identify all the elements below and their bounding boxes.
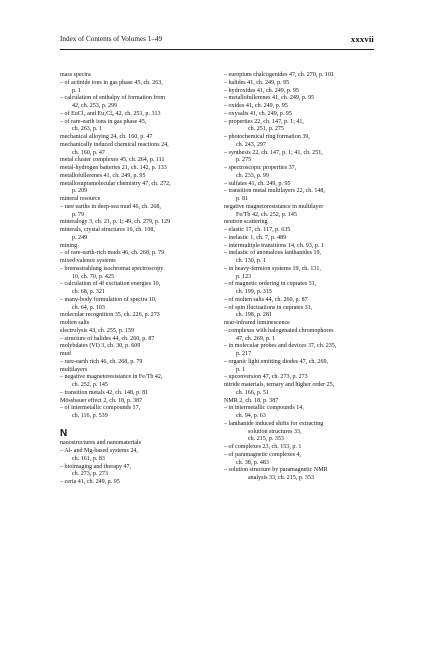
index-entry: – lanthanide induced shifts for extracting — [224, 420, 324, 427]
index-entry: 10, ch. 70, p. 425 — [72, 273, 114, 280]
running-header — [60, 35, 374, 47]
running-header-title: Index of Contents of Volumes 1–49 — [60, 35, 163, 43]
index-entry: – upconversion 47, ch. 273, p. 273 — [224, 374, 308, 381]
index-entry: – elastic 17, ch. 117, p. 635 — [224, 227, 291, 233]
index-entry: – of rare-earth ions in gas phase 45, — [60, 118, 147, 125]
index-entry: – sulfates 41, ch. 249, p. 95 — [224, 180, 291, 187]
index-entry: – in heavy-fermion systems 19, ch. 131, — [224, 265, 321, 272]
index-entry: mechanical alloying 24, ch. 160, p. 47 — [60, 134, 153, 140]
index-entry: molten salts — [60, 320, 90, 326]
index-entry: ch. 251, p. 275 — [248, 126, 284, 133]
index-entry: ch. 166, p. 51 — [236, 389, 269, 396]
section-letter: N — [60, 428, 68, 440]
index-entry: – oxysalts 41, ch. 249, p. 95 — [224, 110, 292, 117]
index-entry: – of intermetallic compounds 17, — [60, 405, 141, 412]
index-entry: – negative magnetoresistance in Fe/Tb 42, — [60, 374, 163, 381]
index-entry: – of paramagnetic complexes 4, — [224, 451, 302, 458]
index-entry: – solution structure by paramagnetic NMR — [224, 467, 328, 474]
header-rule — [60, 49, 374, 50]
index-entry: – calculation of 4f excitation energies 10, — [60, 281, 161, 288]
index-entry: – properties 22, ch. 147, p. 1; 41, — [224, 118, 304, 125]
index-entry: electrolysis 43, ch. 255, p. 159 — [60, 327, 135, 334]
index-entry: – of spin fluctuations in cuprates 31, — [224, 304, 313, 311]
index-entry: p. 275 — [236, 157, 252, 164]
index-column-right — [224, 72, 374, 483]
index-entry: neutron scattering — [224, 219, 268, 226]
index-entry: p. 79 — [72, 211, 85, 218]
index-entry: – complexes with halogenated chromophores — [224, 327, 334, 334]
index-entry: – many-body formulation of spectra 10, — [60, 296, 157, 303]
index-entry: metal cluster complexes 45, ch. 264, p. 111 — [60, 157, 165, 164]
index-entry: nitride materials, ternary and higher order 25, — [224, 382, 335, 388]
index-entry: – intermultiple transitions 14, ch. 93, p. 1 — [224, 242, 324, 249]
index-entry: solution structures 33, — [248, 428, 302, 435]
index-entry: mixed valence systems — [60, 258, 116, 264]
index-entry: – of EuCl₂ and Eu₂Cl₆ 42, ch. 253, p. 313 — [60, 110, 161, 117]
index-entry: ch. 199, p. 315 — [236, 289, 272, 295]
index-entry: p. 1 — [72, 87, 82, 94]
index-entry: – structure of halides 44, ch. 260, p. 87 — [60, 335, 155, 342]
page-number: xxxvii — [350, 34, 374, 44]
index-entry: – ceria 41, ch. 249, p. 95 — [60, 479, 120, 485]
index-entry: mass spectra — [60, 72, 91, 78]
index-entry: – in molecular probes and devices 37, ch. 235, — [224, 343, 337, 350]
index-entry: molecular recognition 35, ch. 226, p. 273 — [60, 312, 160, 319]
index-entry: ch. 130, p. 1 — [236, 258, 266, 264]
index-entry: – rare earths in deep-sea mud 46, ch. 268, — [60, 203, 161, 210]
index-entry: – halides 41, ch. 249, p. 95 — [224, 79, 290, 86]
index-entry: near-infrared luminescence — [224, 320, 290, 326]
index-entry: multilayers — [60, 366, 88, 373]
index-entry: mineral resource — [60, 196, 101, 202]
index-entry: ch. 160, p. 47 — [72, 149, 105, 156]
index-entry: mining — [60, 242, 78, 249]
index-entry: – transition metals 42, ch. 148, p. 81 — [60, 389, 149, 396]
index-entry: – hydroxides 41, ch. 249, p. 95 — [224, 87, 299, 94]
index-entry: – synthesis 22, ch. 147, p. 1; 41, ch. 251, — [224, 149, 323, 156]
index-entry: ch. 252, p. 145 — [72, 382, 108, 388]
index-entry: ch. 161, p. 83 — [72, 455, 105, 462]
index-entry: ch. 215, p. 353 — [248, 436, 284, 443]
index-entry: – spectroscopic properties 37, — [224, 165, 297, 171]
index-entry: 47, ch. 269, p. 1 — [236, 335, 275, 342]
index-entry: 42, ch. 253, p. 299 — [72, 103, 118, 109]
index-entry: p. 81 — [236, 196, 249, 202]
index-entry: – metallofullerenes 41, ch. 249, p. 95 — [224, 95, 315, 102]
index-entry: mud — [60, 351, 71, 357]
index-entry: – bremsstrahlung isochromat spectroscopy — [60, 265, 164, 272]
index-entry: ch. 38, p. 483 — [236, 459, 269, 466]
index-entry: – oxides 41, ch. 249, p. 95 — [224, 103, 288, 109]
index-entry: – of molten salts 44, ch. 260, p. 87 — [224, 296, 308, 303]
index-entry: analysis 33, ch. 215, p. 353 — [248, 475, 315, 481]
index-entry: ch. 68, p. 321 — [72, 289, 105, 295]
index-entry: ch. 243, 297 — [236, 141, 266, 148]
index-entry: – rare-earth rich 46, ch. 268, p. 79 — [60, 358, 143, 365]
index-entry: p. 123 — [236, 273, 252, 280]
index-entry: ch. 233, p. 99 — [236, 172, 269, 179]
index-entry: – inelastic 1, ch. 7, p. 489 — [224, 234, 287, 241]
index-entry: mineralogy 3, ch. 21, p. 1; 49, ch. 279, p. 129 — [60, 219, 171, 226]
index-entry: minerals, crystal structures 16, ch. 108, — [60, 227, 155, 233]
index-entry: Mössbauer effect 2, ch. 18, p. 387 — [60, 397, 143, 404]
index-entry: – photochemical ring formation 39, — [224, 134, 310, 140]
index-entry: – inelastic of anomalous lanthanides 19, — [224, 250, 322, 257]
index-entry: ch. 116, p. 539 — [72, 413, 108, 419]
index-entry: – europium chalcogenides 47, ch. 270, p. 101 — [224, 72, 334, 78]
index-entry: – of magnetic ordering in cuprates 31, — [224, 281, 317, 288]
index-entry: mechanically induced chemical reactions 24, — [60, 141, 169, 148]
index-entry: – organic light emitting diodes 47, ch. 269, — [224, 358, 329, 365]
index-entry: p. 1 — [236, 366, 246, 373]
index-entry: – in intermetallic compounds 14, — [224, 405, 304, 412]
index-entry: metal-hydrogen batteries 21, ch. 142, p. 133 — [60, 165, 167, 171]
index-entry: molybdates (VI) 3, ch. 30, p. 609 — [60, 343, 141, 350]
index-entry: NMR 2, ch. 18, p. 387 — [224, 397, 279, 404]
section-gap — [60, 421, 210, 427]
index-entry: ch. 94, p. 63 — [236, 413, 266, 419]
index-entry: – of rare-earth-rich muds 46, ch. 268, p. 79 — [60, 250, 165, 257]
index-entry: p. 217 — [236, 351, 252, 357]
index-entry: metallosupramolecular chemistry 47, ch. 272, — [60, 180, 171, 187]
index-entry: – of actinide ions in gas phase 45, ch. 263, — [60, 79, 163, 86]
index-entry: negative magnetoresistance in multilayer — [224, 203, 324, 210]
index-entry: ch. 64, p. 103 — [72, 304, 105, 311]
index-entry: – calculation of enthalpy of formation from — [60, 95, 166, 102]
index-entry: ch. 263, p. 1 — [72, 126, 102, 133]
index-entry: – transition metal multilayers 22, ch. 148, — [224, 188, 325, 195]
index-entry: – bioimaging and therapy 47, — [60, 463, 132, 470]
index-entry: – Al- and Mg-based systems 24, — [60, 448, 138, 454]
index-entry: p. 249 — [72, 234, 88, 241]
index-entry: – of complexes 23, ch. 153, p. 1 — [224, 444, 302, 450]
index-entry: metallofullerenes 41, ch. 249, p. 95 — [60, 172, 146, 179]
index-entry: ch. 273, p. 273 — [72, 471, 108, 478]
index-entry: Fe/Tb 42, ch. 252, p. 145 — [236, 211, 297, 218]
index-entry: ch. 198, p. 281 — [236, 312, 272, 319]
index-column-left — [60, 72, 210, 487]
index-entry: p. 209 — [72, 188, 88, 195]
index-entry: nanostructures and nanomaterials — [60, 440, 141, 447]
